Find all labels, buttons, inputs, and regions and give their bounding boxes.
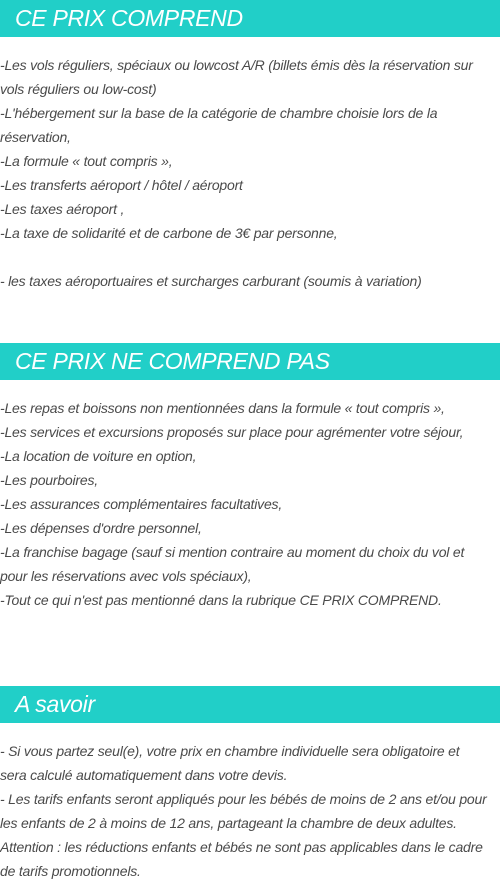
section-header-prix-comprend: CE PRIX COMPREND — [0, 0, 500, 37]
text-line: -Les taxes aéroport , — [0, 201, 125, 217]
text-line: -La formule « tout compris », — [0, 153, 173, 169]
section-header-prix-ne-comprend-pas: CE PRIX NE COMPREND PAS — [0, 343, 500, 380]
text-line: -La franchise bagage (sauf si mention contraire au moment du choix du vol et — [0, 544, 465, 560]
text-line: sera calculé automatiquement dans votre devis. — [0, 767, 288, 783]
text-line: réservation, — [0, 129, 71, 145]
text-line — [0, 245, 500, 269]
text-line: -Les pourboires, — [0, 472, 98, 488]
text-line: -La location de voiture en option, — [0, 448, 197, 464]
text-line: - Les tarifs enfants seront appliqués pour les bébés de moins de 2 ans et/ou pour — [0, 791, 487, 807]
text-line: pour les réservations avec vols spéciaux), — [0, 568, 252, 584]
text-line: - Si vous partez seul(e), votre prix en chambre individuelle sera obligatoire et — [0, 743, 460, 759]
section-body-a-savoir — [0, 739, 500, 883]
text-line: -L'hébergement sur la base de la catégorie de chambre choisie lors de la — [0, 105, 438, 121]
text-line: -Les dépenses d'ordre personnel, — [0, 520, 202, 536]
text-line: de tarifs promotionnels. — [0, 863, 141, 879]
text-line: -Les vols réguliers, spéciaux ou lowcost A/R (billets émis dès la réservation sur — [0, 57, 473, 73]
section-body-prix-ne-comprend-pas — [0, 396, 500, 612]
text-line: les enfants de 2 à moins de 12 ans, partageant la chambre de deux adultes. — [0, 815, 457, 831]
text-line: -Les repas et boissons non mentionnées dans la formule « tout compris », — [0, 400, 445, 416]
section-header-a-savoir: A savoir — [0, 686, 500, 723]
text-line: Attention : les réductions enfants et bébés ne sont pas applicables dans le cadre — [0, 839, 483, 855]
text-line: - les taxes aéroportuaires et surcharges carburant (soumis à variation) — [0, 273, 422, 289]
text-line: -Les services et excursions proposés sur place pour agrémenter votre séjour, — [0, 424, 464, 440]
section-body-prix-comprend — [0, 53, 500, 293]
text-line: -La taxe de solidarité et de carbone de 3€ par personne, — [0, 225, 338, 241]
text-line: -Les assurances complémentaires facultatives, — [0, 496, 283, 512]
text-line: -Les transferts aéroport / hôtel / aéroport — [0, 177, 243, 193]
text-line: vols réguliers ou low-cost) — [0, 81, 157, 97]
text-line: -Tout ce qui n'est pas mentionné dans la rubrique CE PRIX COMPREND. — [0, 592, 442, 608]
